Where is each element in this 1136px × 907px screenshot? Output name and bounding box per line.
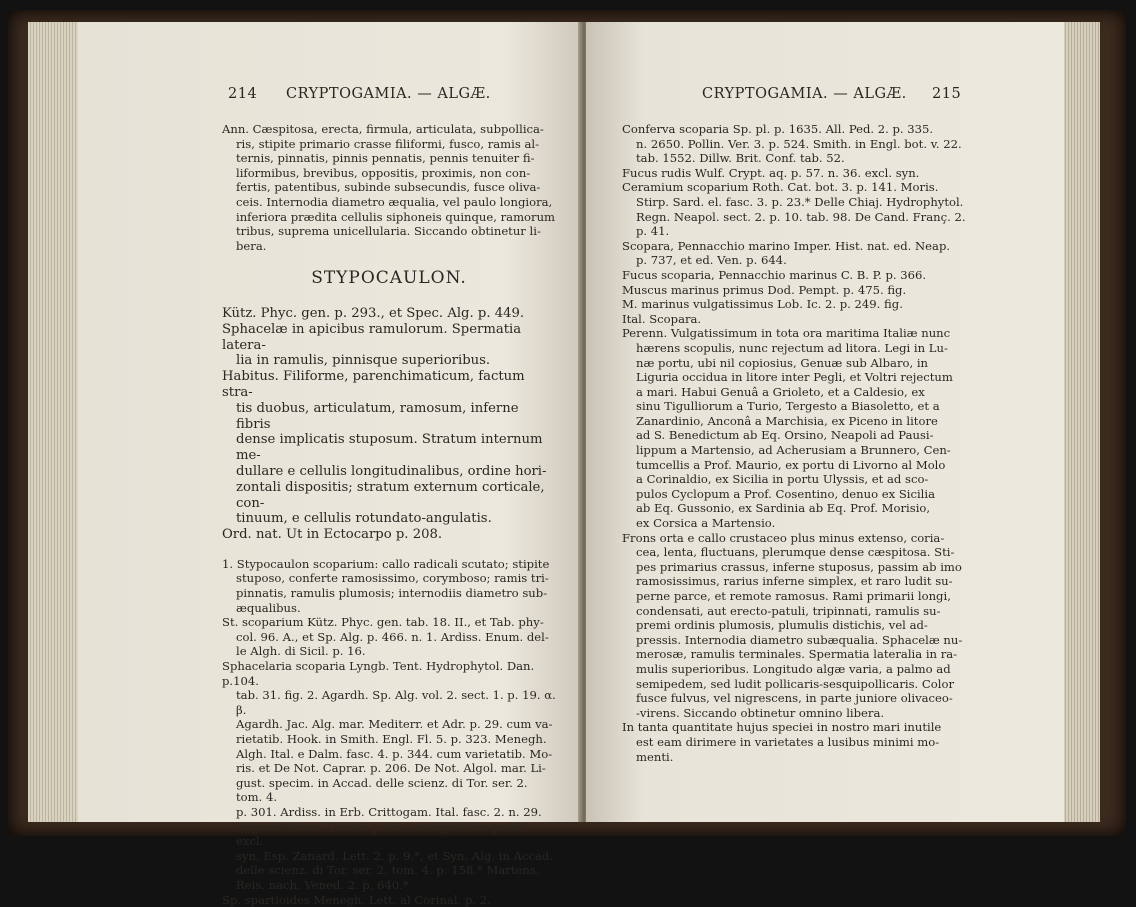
text-line: Agardh. Jac. Alg. mar. Mediterr. et Adr. p. 29. cum va- bbox=[236, 717, 553, 732]
text-line: pressis. Internodia diametro subæqualia. Sphacelæ nu- bbox=[636, 632, 963, 647]
text-line: ris. et De Not. Caprar. p. 206. De Not. Algol. mar. Li- bbox=[236, 761, 546, 776]
text-line: lia in ramulis, pinnisque superioribus. bbox=[236, 353, 491, 369]
text-line: n. 2650. Pollin. Ver. 3. p. 524. Smith. in Engl. bot. v. 22. bbox=[636, 136, 962, 151]
text-line: dullare e cellulis longitudinalibus, ordine hori- bbox=[236, 463, 547, 479]
text-line: Regn. Neapol. sect. 2. p. 10. tab. 98. De Cand. Franç. 2. bbox=[636, 209, 966, 224]
text-line: ternis, pinnatis, pinnis pennatis, pennis tenuiter fi- bbox=[236, 151, 535, 166]
text-line: pes primarius crassus, inferne stuposus, passim ab imo bbox=[636, 559, 962, 574]
right-page-number: 215 bbox=[932, 86, 962, 102]
text-line: liformibus, brevibus, oppositis, proximis, non con- bbox=[236, 165, 531, 180]
text-line: Ann. Cæspitosa, erecta, firmula, articulata, subpollica- bbox=[222, 122, 544, 136]
frons-paragraph bbox=[622, 531, 994, 721]
text-line: Kütz. Phyc. gen. p. 293., et Spec. Alg. p. 449. bbox=[222, 305, 525, 321]
right-page bbox=[586, 22, 1064, 822]
text-line: ramosissimus, rarius inferne simplex, et raro ludit su- bbox=[636, 574, 953, 589]
text-line: sinu Tigulliorum a Turio, Tergesto a Biasoletto, et a bbox=[636, 399, 940, 414]
text-line: fusce fulvus, vel nigrescens, in parte juniore olivaceo- bbox=[636, 691, 953, 706]
text-line: delle scienz. di Tor. ser. 2. tom. 4. p. 158.* Martens. bbox=[236, 863, 540, 878]
text-line: perne parce, et remote ramosus. Rami primarii longi, bbox=[636, 589, 951, 603]
text-line: premi ordinis plumosis, plumulis distichis, vel ad- bbox=[636, 618, 928, 633]
text-line: tribus, suprema unicellularia. Siccando obtinetur li- bbox=[236, 224, 541, 239]
text-line: a Corinaldio, ex Sicilia in portu Ulyssis, et ad sco- bbox=[636, 472, 929, 487]
text-line: ris, stipite primario crasse filiformi, fusco, ramis al- bbox=[236, 136, 540, 151]
text-line: Stirp. Sard. el. fasc. 3. p. 23.* Delle Chiaj. Hydrophytol. bbox=[636, 194, 964, 209]
text-line: tinuum, e cellulis rotundato-angulatis. bbox=[236, 511, 492, 527]
right-page-edges bbox=[1060, 22, 1100, 822]
text-line: Ceramium scoparium Roth. Cat. bot. 3. p. 141. Moris. bbox=[622, 180, 939, 195]
text-line: syn. Esp. Zanard. Lett. 2. p. 9.*, et Syn. Alg. in Accad. bbox=[236, 848, 553, 863]
species-entry bbox=[222, 557, 556, 907]
text-line: pinnatis, ramulis plumosis; internodiis diametro sub- bbox=[236, 586, 548, 601]
text-line: M. marinus vulgatissimus Lob. Ic. 2. p. 249. fig. bbox=[622, 297, 903, 312]
left-page bbox=[78, 22, 582, 907]
diagnosis-paragraph bbox=[222, 122, 556, 253]
text-line: menti. bbox=[636, 749, 674, 764]
text-line: Ord. nat. Ut in Ectocarpo p. 208. bbox=[222, 527, 443, 543]
text-line: ceis. Internodia diametro æqualia, vel paulo longiora, bbox=[236, 194, 553, 209]
text-line: le Algh. di Sicil. p. 16. bbox=[236, 644, 366, 659]
text-line: zontali dispositis; stratum externum corticale, con- bbox=[236, 479, 545, 511]
genus-title: STYPOCAULON. bbox=[311, 268, 467, 289]
habitat-paragraph bbox=[622, 326, 994, 530]
right-page-body bbox=[622, 122, 994, 764]
text-line: Frons orta e callo crustaceo plus minus extenso, coria- bbox=[622, 530, 945, 545]
text-line: ab Eq. Gussonio, ex Sardinia ab Eq. Prof. Morisio, bbox=[636, 501, 931, 516]
text-line: col. 96. A., et Sp. Alg. p. 466. n. 1. Ardiss. Enum. del- bbox=[236, 629, 549, 644]
text-line: -virens. Siccando obtinetur omnino libera. bbox=[636, 705, 885, 720]
text-line: ex Corsica a Martensio. bbox=[636, 516, 776, 531]
left-page-number: 214 bbox=[228, 86, 258, 102]
text-line: est eam dirimere in varietates a lusibus minimi mo- bbox=[636, 734, 940, 749]
text-line: mulis superioribus. Longitudo algæ varia, a palmo ad bbox=[636, 661, 951, 676]
text-line: a mari. Habui Genuâ a Grioleto, et a Caldesio, ex bbox=[636, 384, 925, 399]
text-line: semipedem, sed ludit pollicaris-sesquipollicaris. Color bbox=[636, 676, 954, 691]
text-line: p. 737, et ed. Ven. p. 644. bbox=[636, 253, 787, 268]
text-line: condensati, aut erecto-patuli, tripinnati, ramulis su- bbox=[636, 603, 941, 618]
genus-description bbox=[222, 306, 556, 543]
left-header-title: CRYPTOGAMIA. — ALGÆ. bbox=[286, 86, 491, 102]
text-line: Ital. Scopara. bbox=[622, 311, 702, 326]
text-line: Liguria occidua in litore inter Pegli, et Voltri rejectum bbox=[636, 370, 953, 385]
text-line: tab. 31. fig. 2. Agardh. Sp. Alg. vol. 2. sect. 1. p. 19. α. β. bbox=[236, 688, 556, 717]
text-line: bera. bbox=[236, 238, 267, 253]
left-page-body bbox=[222, 122, 556, 907]
right-header-title: CRYPTOGAMIA. — ALGÆ. bbox=[702, 86, 907, 102]
closing-paragraph bbox=[622, 720, 994, 764]
text-line: virgata.* Nacc. Ven. 6. p. 66., et Algol. Adr. p. 42. excl. bbox=[236, 819, 527, 849]
text-line: Fucus rudis Wulf. Crypt. aq. p. 57. n. 36. excl. syn. bbox=[622, 165, 920, 180]
text-line: dense implicatis stuposum. Stratum internum me- bbox=[236, 432, 543, 464]
text-line: Reis. nach. Vened. 2. p. 640.* bbox=[236, 877, 409, 892]
text-line: lippum a Martensio, ad Acherusiam a Brunnero, Cen- bbox=[636, 443, 951, 458]
text-line: Fucus scoparia, Pennacchio marinus C. B. P. p. 366. bbox=[622, 267, 927, 282]
text-line: pulos Cyclopum a Prof. Cosentino, denuo ex Sicilia bbox=[636, 486, 936, 501]
text-line: inferiora prædita cellulis siphoneis quinque, ramorum bbox=[236, 209, 556, 224]
text-line: Sphacelaria scoparia Lyngb. Tent. Hydrophytol. Dan. p.104. bbox=[222, 659, 535, 688]
text-line: Perenn. Vulgatissimum in tota ora maritima Italiæ nunc bbox=[622, 326, 951, 341]
text-line: fertis, patentibus, subinde subsecundis, fusce oliva- bbox=[236, 180, 541, 195]
text-line: Scopara, Pennacchio marino Imper. Hist. nat. ed. Neap. bbox=[622, 238, 951, 253]
text-line: rietatib. Hook. in Smith. Engl. Fl. 5. p. 323. Menegh. bbox=[236, 732, 547, 747]
text-line: hærens scopulis, nunc rejectum ad litora. Legi in Lu- bbox=[636, 340, 948, 355]
text-line: ad S. Benedictum ab Eq. Orsino, Neapoli ad Pausi- bbox=[636, 428, 934, 443]
text-line: Algh. Ital. e Dalm. fasc. 4. p. 344. cum varietatib. Mo- bbox=[236, 746, 553, 761]
text-line: tis duobus, articulatum, ramosum, inferne fibris bbox=[236, 400, 519, 432]
text-line: 1. Stypocaulon scoparium: callo radicali scutato; stipite bbox=[222, 556, 550, 571]
left-page-edges bbox=[28, 22, 78, 822]
text-line: Conferva scoparia Sp. pl. p. 1635. All. Ped. 2. p. 335. bbox=[622, 122, 934, 136]
text-line: næ portu, ubi nil copiosius, Genuæ sub Albaro, in bbox=[636, 355, 929, 370]
text-line: Muscus marinus primus Dod. Pempt. p. 475. fig. bbox=[622, 282, 907, 297]
text-line: æqualibus. bbox=[236, 600, 301, 615]
text-line: Habitus. Filiforme, parenchimaticum, factum stra- bbox=[222, 369, 525, 400]
text-line: merosæ, ramulis terminales. Spermatia lateralia in ra- bbox=[636, 647, 958, 662]
text-line: tumcellis a Prof. Maurio, ex portu di Livorno al Molo bbox=[636, 457, 946, 472]
text-line: stuposo, conferte ramosissimo, corymboso; ramis tri- bbox=[236, 571, 549, 586]
synonymy-list bbox=[622, 122, 994, 326]
text-line: Sphacelæ in apicibus ramulorum. Spermatia latera- bbox=[222, 321, 522, 353]
text-line: cea, lenta, fluctuans, plerumque dense cæspitosa. Sti- bbox=[636, 545, 955, 560]
text-line: St. scoparium Kütz. Phyc. gen. tab. 18. II., et Tab. phy- bbox=[222, 615, 544, 630]
text-line: p. 41. bbox=[636, 224, 670, 239]
text-line: p. 301. Ardiss. in Erb. Crittogam. Ital. fasc. 2. n. 29. bbox=[236, 804, 542, 819]
text-line: tab. 1552. Dillw. Brit. Conf. tab. 52. bbox=[636, 151, 845, 166]
text-line: Sp. spartioides Menegh. Lett. al Corinal. p. 2. bbox=[222, 892, 491, 907]
text-line: Zanardinio, Anconâ a Marchisia, ex Piceno in litore bbox=[636, 413, 938, 428]
text-line: gust. specim. in Accad. delle scienz. di Tor. ser. 2. tom. 4. bbox=[236, 775, 528, 805]
text-line: In tanta quantitate hujus speciei in nostro mari inutile bbox=[622, 720, 942, 735]
